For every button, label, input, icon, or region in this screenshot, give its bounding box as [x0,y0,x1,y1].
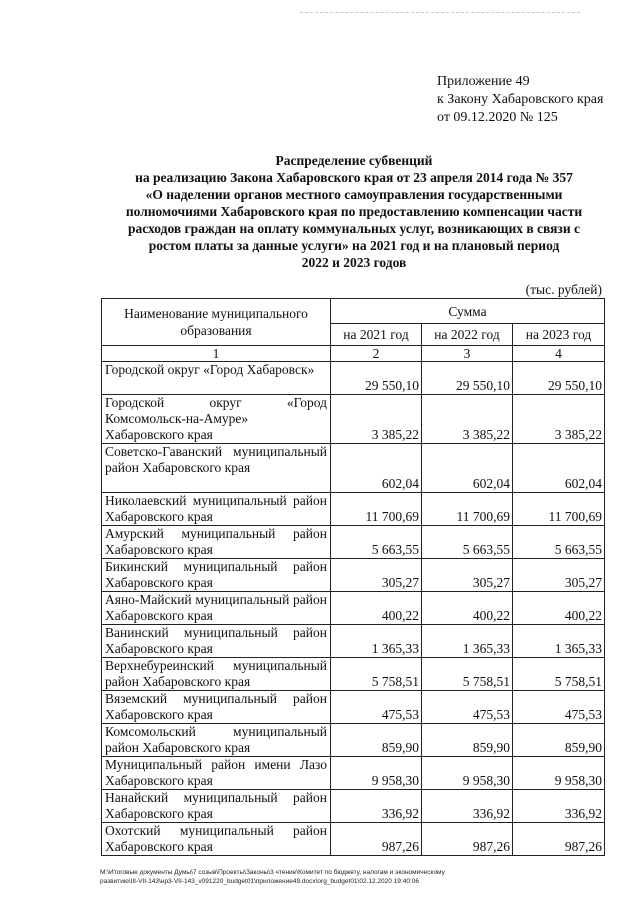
value-2021: 475,53 [331,691,422,724]
value-2021: 9 958,30 [331,757,422,790]
value-2022: 336,92 [422,790,513,823]
appendix-line-3: от 09.12.2020 № 125 [437,110,558,125]
value-2023: 9 958,30 [513,757,605,790]
file-path-footer [100,868,605,886]
municipality-name: Верхнебуреинский муниципальный район Хабаровского края [102,658,331,691]
municipality-name: Бикинский муниципальный район Хабаровского края [102,559,331,592]
value-2022: 305,27 [422,559,513,592]
subsidy-table [101,298,605,856]
footer-line-2: развитию\III-VII-143\нр3-VII-143_v091220_budget01\приложение49.docx\org_budget01\02.12.2020 19:40:06 [100,878,419,885]
value-2023: 3 385,22 [513,395,605,444]
value-2022: 3 385,22 [422,395,513,444]
title-line: полномочиями Хабаровского края по предоставлению компенсации части [125,204,583,219]
column-number: 1 [102,346,331,362]
value-2022: 400,22 [422,592,513,625]
municipality-name: Аяно-Майский муниципальный район Хабаровского края [102,592,331,625]
value-2021: 3 385,22 [331,395,422,444]
value-2023: 859,90 [513,724,605,757]
municipality-name: Николаевский муниципальный район Хабаровского края [102,493,331,526]
value-2023: 1 365,33 [513,625,605,658]
value-2023: 5 758,51 [513,658,605,691]
header-year-2023: на 2023 год [513,324,605,346]
table-row [102,559,605,592]
value-2023: 305,27 [513,559,605,592]
header-year-2021: на 2021 год [331,324,422,346]
column-number: 3 [422,346,513,362]
value-2021: 859,90 [331,724,422,757]
table-row [102,362,605,395]
value-2021: 305,27 [331,559,422,592]
title-line: расходов граждан на оплату коммунальных услуг, возникающих в связи с [127,221,581,236]
municipality-name: Вяземский муниципальный район Хабаровского края [102,691,331,724]
value-2022: 987,26 [422,823,513,856]
value-2021: 602,04 [331,444,422,493]
value-2021: 987,26 [331,823,422,856]
value-2022: 5 758,51 [422,658,513,691]
table-row [102,658,605,691]
value-2021: 29 550,10 [331,362,422,395]
value-2021: 5 663,55 [331,526,422,559]
title-line: ростом платы за данные услуги» на 2021 год и на плановый период [148,238,560,253]
municipality-name: Советско-Гаванский муниципальный район Хабаровского края [102,444,331,493]
municipality-name: Нанайский муниципальный район Хабаровского края [102,790,331,823]
municipality-name: Ванинский муниципальный район Хабаровского края [102,625,331,658]
title-line: «О наделении органов местного самоуправления государственными [145,187,563,202]
value-2023: 29 550,10 [513,362,605,395]
table-row [102,823,605,856]
municipality-name: Городской округ «Город Комсомольск-на-Амуре» Хабаровского края [102,395,331,444]
table-row [102,790,605,823]
header-year-2022: на 2022 год [422,324,513,346]
table-row [102,691,605,724]
header-municipality: Наименование муниципального образования [102,299,331,346]
footer-line-1: M:\Итоговые документы Думы\7 созыв\Проекты\Законы\3 чтение\Комитет по бюджету, налогам и экономическому [100,869,445,876]
column-number: 4 [513,346,605,362]
table-row [102,724,605,757]
appendix-block [437,73,603,127]
table-row [102,592,605,625]
value-2022: 1 365,33 [422,625,513,658]
value-2023: 475,53 [513,691,605,724]
value-2023: 336,92 [513,790,605,823]
value-2022: 11 700,69 [422,493,513,526]
units-label: (тыс. рублей) [525,282,602,297]
value-2022: 5 663,55 [422,526,513,559]
value-2021: 400,22 [331,592,422,625]
table-row [102,625,605,658]
municipality-name: Комсомольский муниципальный район Хабаровского края [102,724,331,757]
table-row [102,757,605,790]
value-2023: 11 700,69 [513,493,605,526]
municipality-name: Муниципальный район имени Лазо Хабаровского края [102,757,331,790]
value-2022: 9 958,30 [422,757,513,790]
table-row [102,395,605,444]
municipality-name: Амурский муниципальный район Хабаровского края [102,526,331,559]
header-sum: Сумма [331,299,605,324]
title-line: Распределение субвенций [275,153,433,168]
municipality-name: Городской округ «Город Хабаровск» [102,362,331,395]
table-row [102,493,605,526]
column-number: 2 [331,346,422,362]
value-2021: 1 365,33 [331,625,422,658]
value-2021: 11 700,69 [331,493,422,526]
value-2022: 475,53 [422,691,513,724]
value-2023: 987,26 [513,823,605,856]
title-line: 2022 и 2023 годов [301,255,407,270]
value-2022: 29 550,10 [422,362,513,395]
value-2023: 400,22 [513,592,605,625]
value-2021: 5 758,51 [331,658,422,691]
value-2022: 602,04 [422,444,513,493]
appendix-line-1: Приложение 49 [437,74,530,89]
value-2023: 5 663,55 [513,526,605,559]
value-2022: 859,90 [422,724,513,757]
municipality-name: Охотский муниципальный район Хабаровского края [102,823,331,856]
title-line: на реализацию Закона Хабаровского края от 23 апреля 2014 года № 357 [135,170,573,185]
value-2023: 602,04 [513,444,605,493]
value-2021: 336,92 [331,790,422,823]
document-title [100,152,608,271]
table-row [102,444,605,493]
scan-noise-line [300,12,580,13]
appendix-line-2: к Закону Хабаровского края [437,92,604,107]
table-row [102,526,605,559]
